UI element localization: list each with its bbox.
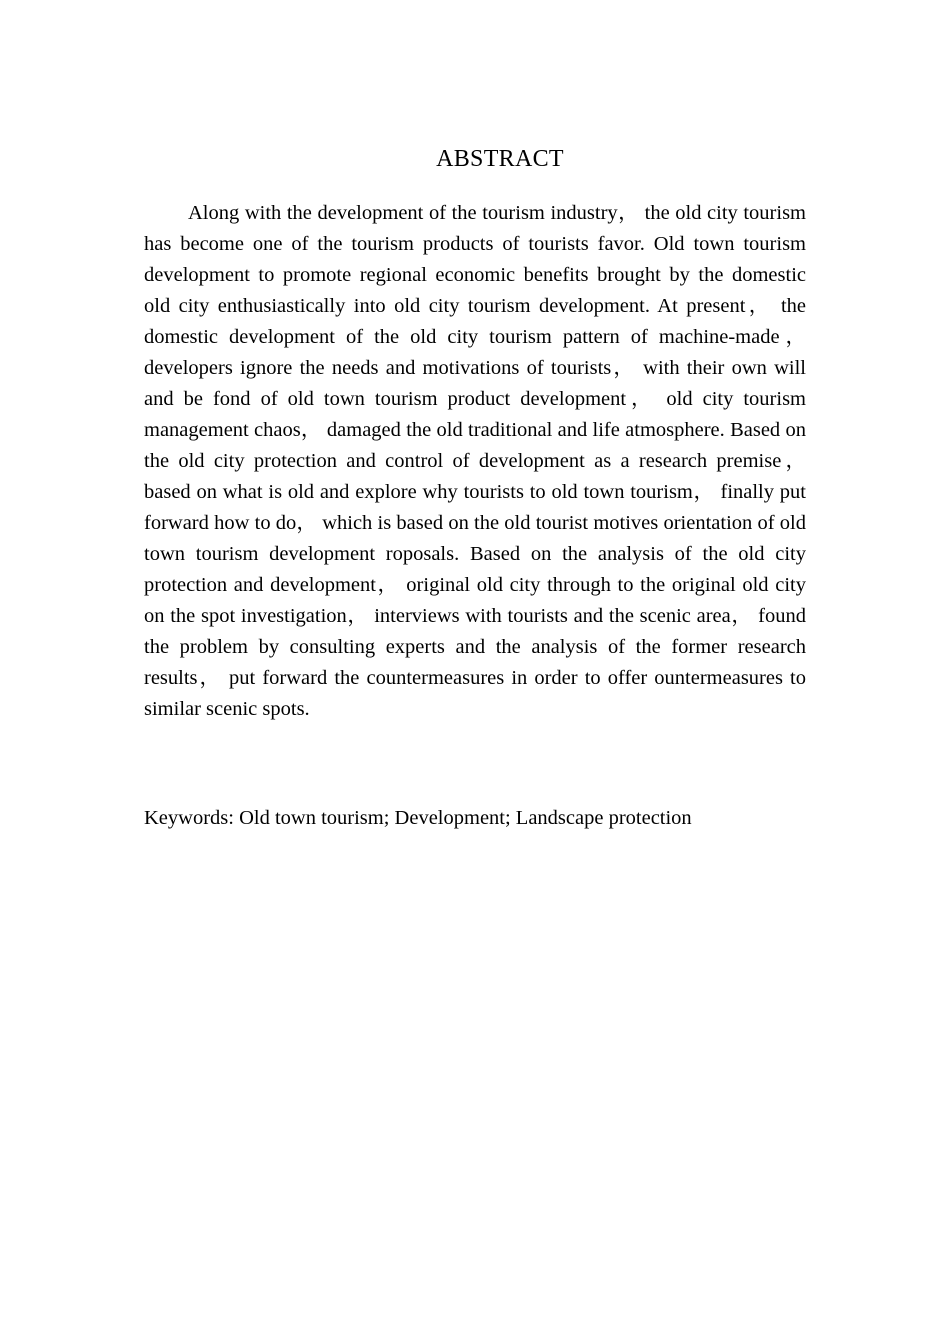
- abstract-body: Along with the development of the tourism industry， the old city tourism has become one of the tourism products of tourists favor. Old town tourism development to promote regional economic benefits brought by the domestic old city enthusiastically into old city tourism development. At present， the domestic development of the old city tourism pattern of machine-made， developers ignore the needs and motivations of tourists， with their own will and be fond of old town tourism product development， old city tourism management chaos， damaged the old traditional and life atmosphere. Based on the old city protection and control of development as a research premise， based on what is old and explore why tourists to old town tourism， finally put forward how to do， which is based on the old tourist motives orientation of old town tourism development roposals. Based on the analysis of the old city protection and development， original old city through to the original old city on the spot investigation， interviews with tourists and the scenic area， found the problem by consulting experts and the analysis of the former research results， put forward the countermeasures in order to offer ountermeasures to similar scenic spots.: [144, 202, 806, 720]
- abstract-title: ABSTRACT: [436, 146, 564, 172]
- keywords-line: Keywords: Old town tourism; Development; Landscape protection: [144, 807, 692, 829]
